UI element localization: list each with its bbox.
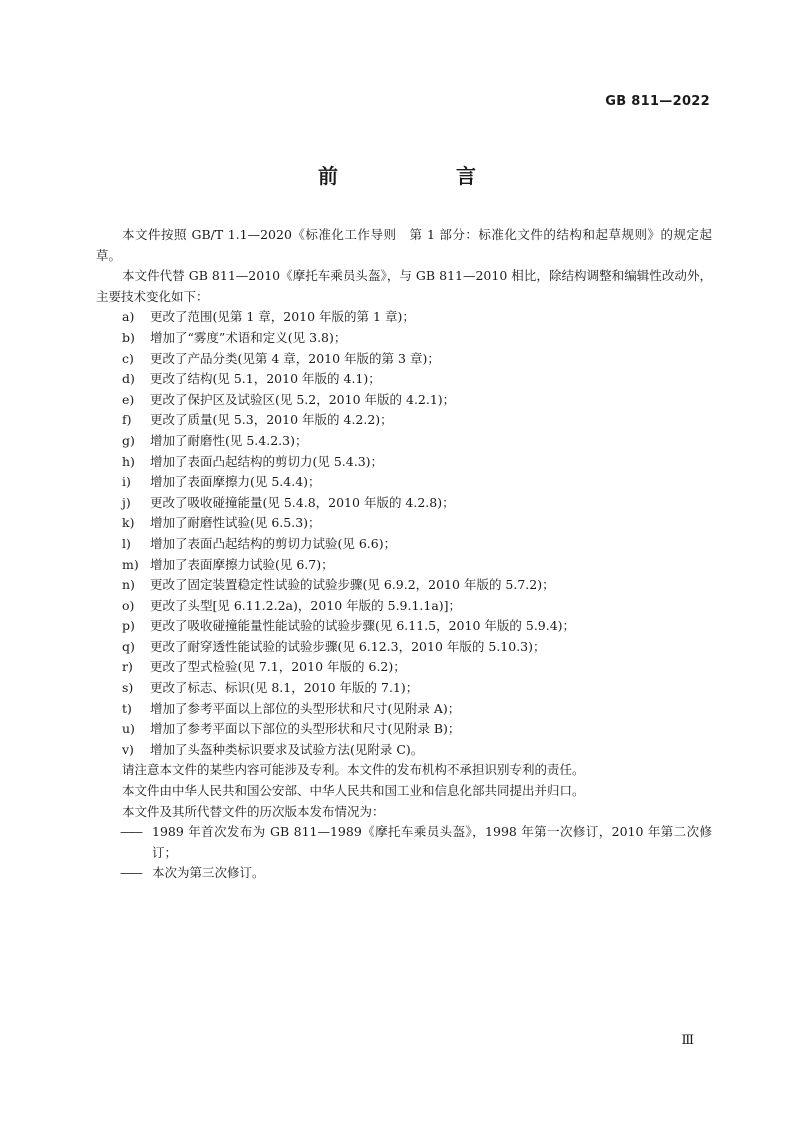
list-text: 增加了头盔种类标识要求及试验方法(见附录 C)。 — [150, 741, 424, 757]
page-number: Ⅲ — [681, 1033, 694, 1048]
patent-notice: 请注意本文件的某些内容可能涉及专利。本文件的发布机构不承担识别专利的责任。 — [122, 762, 585, 778]
list-marker: u) — [122, 721, 135, 737]
list-marker: q) — [122, 638, 135, 654]
list-marker: o) — [122, 597, 135, 613]
list-text: 更改了结构(见 5.1，2010 年版的 4.1)； — [150, 371, 381, 387]
drafting-rules-paragraph: 本文件按照 GB/T 1.1—2020《标准化工作导则 第 1 部分：标准化文件的结构和起草规则》的规定起草。 — [96, 227, 712, 263]
list-marker: l) — [122, 535, 131, 551]
list-item — [96, 410, 712, 431]
list-text: 增加了表面凸起结构的剪切力(见 5.4.3)； — [150, 453, 384, 469]
list-marker: r) — [122, 659, 133, 675]
list-text: 更改了吸收碰撞能量(见 5.4.8，2010 年版的 4.2.8)； — [150, 494, 455, 510]
list-marker: p) — [122, 618, 135, 634]
list-marker: j) — [122, 494, 131, 510]
list-marker: g) — [122, 432, 135, 448]
list-item — [96, 431, 712, 452]
list-item — [96, 452, 712, 473]
list-item — [96, 575, 712, 596]
list-text: 更改了固定装置稳定性试验的试验步骤(见 6.9.2，2010 年版的 5.7.2)； — [150, 577, 555, 593]
list-marker: s) — [122, 680, 134, 696]
list-item — [96, 657, 712, 678]
dash-marker: —— — [120, 824, 141, 840]
list-item — [96, 555, 712, 576]
list-marker: m) — [122, 556, 139, 572]
list-item — [96, 863, 712, 884]
list-item — [96, 678, 712, 699]
list-item — [96, 596, 712, 617]
list-item — [96, 513, 712, 534]
proposer-statement: 本文件由中华人民共和国公安部、中华人民共和国工业和信息化部共同提出并归口。 — [122, 783, 585, 799]
list-marker: a) — [122, 309, 135, 325]
list-text: 更改了产品分类(见第 4 章，2010 年版的第 3 章)； — [150, 350, 440, 366]
list-marker: e) — [122, 391, 135, 407]
list-marker: v) — [122, 741, 134, 757]
list-item — [96, 740, 712, 761]
replacement-paragraph: 本文件代替 GB 811—2010《摩托车乘员头盔》，与 GB 811—2010 相比，除结构调整和编辑性改动外，主要技术变化如下： — [96, 268, 712, 304]
list-item — [96, 349, 712, 370]
history-list — [96, 822, 712, 884]
list-item — [96, 493, 712, 514]
list-text: 增加了表面凸起结构的剪切力试验(见 6.6)； — [150, 535, 397, 551]
list-text: 增加了“雾度”术语和定义(见 3.8)； — [150, 329, 347, 345]
list-text: 本次为第三次修订。 — [152, 865, 265, 881]
list-item — [96, 307, 712, 328]
list-item — [96, 390, 712, 411]
list-item — [96, 369, 712, 390]
list-text: 更改了质量(见 5.3，2010 年版的 4.2.2)； — [150, 412, 393, 428]
list-text: 更改了吸收碰撞能量性能试验的试验步骤(见 6.11.5，2010 年版的 5.9.4)； — [150, 618, 576, 634]
list-text: 更改了耐穿透性能试验的试验步骤(见 6.12.3，2010 年版的 5.10.3)； — [150, 638, 546, 654]
list-marker: b) — [122, 329, 135, 345]
list-item — [96, 534, 712, 555]
list-text: 增加了参考平面以上部位的头型形状和尺寸(见附录 A)； — [150, 700, 461, 716]
standard-code: GB 811—2022 — [605, 94, 710, 109]
changes-list — [96, 307, 712, 760]
list-text: 增加了表面摩擦力(见 5.4.4)； — [150, 474, 321, 490]
list-marker: c) — [122, 350, 134, 366]
list-item — [96, 822, 712, 863]
list-text: 增加了参考平面以下部位的头型形状和尺寸(见附录 B)； — [150, 721, 461, 737]
list-text: 更改了标志、标识(见 8.1，2010 年版的 7.1)； — [150, 680, 419, 696]
list-item — [96, 616, 712, 637]
list-marker: t) — [122, 700, 132, 716]
list-text: 1989 年首次发布为 GB 811—1989《摩托车乘员头盔》，1998 年第一次修订，2010 年第二次修订； — [152, 824, 712, 860]
list-text: 增加了耐磨性(见 5.4.2.3)； — [150, 432, 308, 448]
list-text: 更改了头型[见 6.11.2.2a)，2010 年版的 5.9.1.1a)]； — [150, 597, 462, 613]
foreword-body — [96, 225, 712, 884]
list-marker: i) — [122, 474, 131, 490]
list-marker: k) — [122, 515, 135, 531]
list-marker: h) — [122, 453, 135, 469]
list-text: 更改了范围(见第 1 章，2010 年版的第 1 章)； — [150, 309, 415, 325]
list-text: 更改了保护区及试验区(见 5.2，2010 年版的 4.2.1)； — [150, 391, 456, 407]
list-text: 增加了表面摩擦力试验(见 6.7)； — [150, 556, 334, 572]
list-item — [96, 472, 712, 493]
list-marker: f) — [122, 412, 132, 428]
page-title: 前 言 — [318, 164, 502, 188]
list-marker: n) — [122, 577, 135, 593]
dash-marker: —— — [120, 865, 141, 881]
list-text: 更改了型式检验(见 7.1，2010 年版的 6.2)； — [150, 659, 406, 675]
list-item — [96, 637, 712, 658]
list-item — [96, 719, 712, 740]
list-text: 增加了耐磨性试验(见 6.5.3)； — [150, 515, 321, 531]
list-item — [96, 699, 712, 720]
history-intro: 本文件及其所代替文件的历次版本发布情况为： — [122, 803, 385, 819]
list-marker: d) — [122, 371, 135, 387]
list-item — [96, 328, 712, 349]
